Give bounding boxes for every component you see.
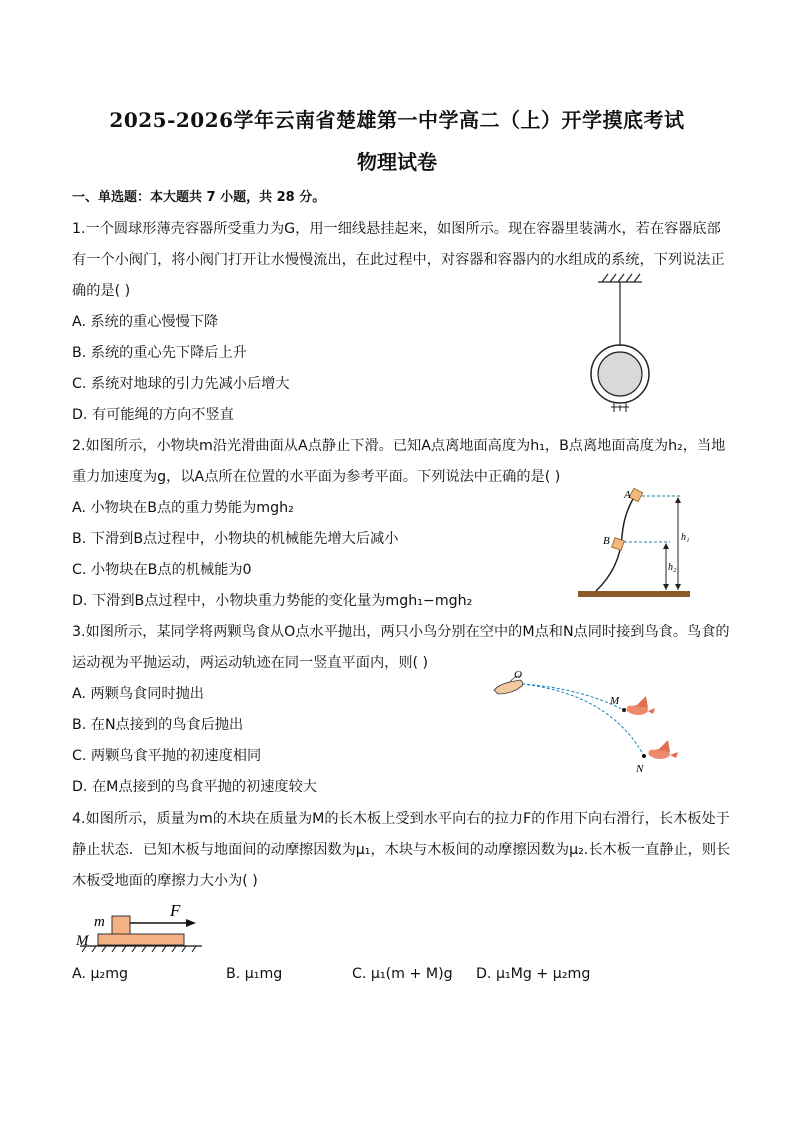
q4-block-on-board-figure	[72, 896, 212, 956]
q1-option-b: B. 系统的重心先下降后上升	[72, 345, 247, 361]
q3-option-a: A. 两颗鸟食同时抛出	[72, 686, 204, 702]
q2-label-h2: h₂	[668, 562, 677, 573]
q2-label-h1: h₁	[681, 532, 690, 543]
exam-title: 2025-2026学年云南省楚雄第一中学高二（上）开学摸底考试	[109, 108, 685, 132]
q1-option-a: A. 系统的重心慢慢下降	[72, 314, 219, 330]
bird-icon	[649, 740, 679, 759]
q3-option-d: D. 在M点接到的鸟食平抛的初速度较大	[72, 779, 317, 795]
q4-option-b: B. μ₁mg	[226, 966, 283, 982]
q2-option-a: A. 小物块在B点的重力势能为mgh₂	[72, 500, 294, 516]
q2-option-c: C. 小物块在B点的机械能为0	[72, 562, 252, 578]
section-heading: 一、单选题：本大题共 7 小题，共 28 分。	[72, 190, 326, 205]
q4-label-big-m: M	[76, 933, 89, 949]
q3-line-1: 3.如图所示，某同学将两颗鸟食从O点水平抛出，两只小鸟分别在空中的M点和N点同时接到鸟食。鸟食的	[72, 624, 730, 640]
q2-curved-slope-figure	[576, 478, 696, 603]
q4-option-a: A. μ₂mg	[72, 966, 129, 982]
q2-option-d: D. 下滑到B点过程中，小物块重力势能的变化量为mgh₁−mgh₂	[72, 593, 473, 609]
q1-option-d: D. 有可能绳的方向不竖直	[72, 407, 234, 423]
q3-projectile-figure	[490, 664, 690, 776]
q4-label-f: F	[170, 901, 181, 920]
q4-line-1: 4.如图所示，质量为m的木块在质量为M的长木板上受到水平向右的拉力F的作用下向右滑行，长木板处于	[72, 811, 730, 827]
q1-line-2: 有一个小阀门，将小阀门打开让水慢慢流出，在此过程中，对容器和容器内的水组成的系统，下列说法正	[72, 252, 725, 268]
q1-option-c: C. 系统对地球的引力先减小后增大	[72, 376, 290, 392]
q2-line-2: 重力加速度为g，以A点所在位置的水平面为参考平面。下列说法中正确的是( )	[72, 469, 561, 485]
bird-icon	[627, 696, 656, 715]
q3-label-o: O	[514, 669, 522, 681]
q4-option-d: D. μ₁Mg + μ₂mg	[476, 966, 591, 982]
q3-label-m: M	[610, 695, 620, 707]
q2-label-b: B	[603, 535, 610, 547]
q1-hanging-sphere-figure	[580, 270, 660, 420]
q4-line-3: 木板受地面的摩擦力大小为( )	[72, 873, 258, 889]
q3-label-n: N	[636, 763, 644, 775]
exam-subtitle: 物理试卷	[357, 150, 437, 174]
q4-option-c: C. μ₁(m + M)g	[352, 966, 453, 982]
q4-line-2: 静止状态．已知木板与地面间的动摩擦因数为μ₁，木块与木板间的动摩擦因数为μ₂.长木板一直静止，则长	[72, 842, 731, 858]
q3-line-2: 运动视为平抛运动，两运动轨迹在同一竖直平面内，则( )	[72, 655, 429, 671]
q1-line-3: 确的是( )	[72, 283, 131, 299]
q3-option-b: B. 在N点接到的鸟食后抛出	[72, 717, 244, 733]
q4-label-m: m	[94, 914, 105, 930]
q2-option-b: B. 下滑到B点过程中，小物块的机械能先增大后减小	[72, 531, 399, 547]
q2-label-a: A	[624, 489, 631, 501]
q1-line-1: 1.一个圆球形薄壳容器所受重力为G，用一细线悬挂起来，如图所示。现在容器里装满水，若在容器底部	[72, 221, 721, 237]
q2-line-1: 2.如图所示，小物块m沿光滑曲面从A点静止下滑。已知A点离地面高度为h₁，B点离地面高度为h₂，当地	[72, 438, 726, 454]
q3-option-c: C. 两颗鸟食平抛的初速度相同	[72, 748, 262, 764]
